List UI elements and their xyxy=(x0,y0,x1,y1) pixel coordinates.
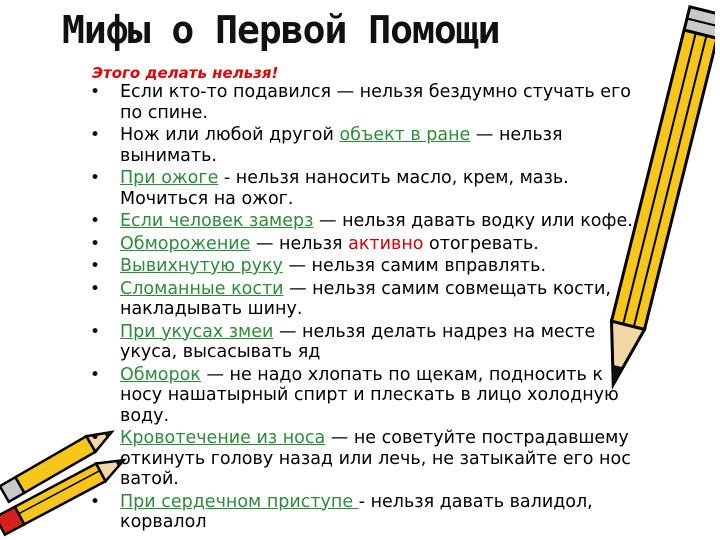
list-item xyxy=(86,125,646,166)
item-text: — нельзя xyxy=(250,233,349,254)
item-link[interactable]: Если человек замерз xyxy=(120,211,314,231)
bullet: • xyxy=(90,491,101,512)
list-item xyxy=(86,256,646,277)
item-text: — не советуйте пострадавшему откинуть голову назад или лечь, не затыкайте его нос ватой. xyxy=(120,428,631,489)
item-link[interactable]: Сломанные кости xyxy=(120,278,284,299)
item-text: — нельзя вынимать. xyxy=(120,125,563,166)
item-text: — нельзя делать надрез на месте укуса, высасывать яд xyxy=(120,321,596,362)
item-text: Нож или любой другой xyxy=(120,125,340,145)
item-link[interactable]: объект в ране xyxy=(339,125,471,145)
bullet: • xyxy=(90,428,101,448)
list-item xyxy=(86,492,646,533)
list-item xyxy=(86,279,646,320)
item-text: — нельзя давать водку или кофе. xyxy=(313,211,633,231)
bullet: • xyxy=(90,168,101,188)
list-item xyxy=(86,168,646,209)
list-item xyxy=(86,211,646,232)
item-link[interactable]: Кровотечение из носа xyxy=(120,428,326,448)
subhead: Этого делать нельзя! xyxy=(92,64,279,82)
item-text: Если кто-то подавился — нельзя бездумно стучать его по спине. xyxy=(120,82,631,123)
emphasis-text: активно xyxy=(348,233,424,254)
item-link[interactable]: При сердечном приступе xyxy=(120,491,359,512)
bullet: • xyxy=(90,125,101,145)
bullet: • xyxy=(90,278,101,299)
list-item xyxy=(86,365,646,427)
item-text: — нельзя самим вправлять. xyxy=(282,256,547,276)
page-title: Мифы о Первой Помощи xyxy=(62,8,500,52)
item-link[interactable]: Обморожение xyxy=(120,233,251,254)
item-text: — не надо хлопать по щекам, подносить к носу нашатырный спирт и плескать в лицо холодную воду. xyxy=(120,364,619,426)
list-item xyxy=(86,82,646,123)
list-item xyxy=(86,322,646,363)
item-text: отогревать. xyxy=(423,233,539,254)
bullet: • xyxy=(90,256,101,276)
item-text: — нельзя самим совмещать кости, накладывать шину. xyxy=(120,278,611,319)
myth-list xyxy=(86,82,646,535)
bullet: • xyxy=(90,364,101,385)
bullet: • xyxy=(90,82,101,102)
bullet: • xyxy=(90,211,101,231)
item-text: - нельзя давать валидол, корвалол xyxy=(120,491,593,532)
list-item xyxy=(86,234,646,255)
list-item xyxy=(86,428,646,490)
item-link[interactable]: При укусах змеи xyxy=(120,321,274,342)
item-link[interactable]: При ожоге xyxy=(120,168,219,188)
item-link[interactable]: Вывихнутую руку xyxy=(120,256,283,276)
item-text: - нельзя наносить масло, крем, мазь. Мочиться на ожог. xyxy=(120,168,569,209)
bullet: • xyxy=(90,233,101,254)
bullet: • xyxy=(90,321,101,342)
item-link[interactable]: Обморок xyxy=(120,364,201,385)
